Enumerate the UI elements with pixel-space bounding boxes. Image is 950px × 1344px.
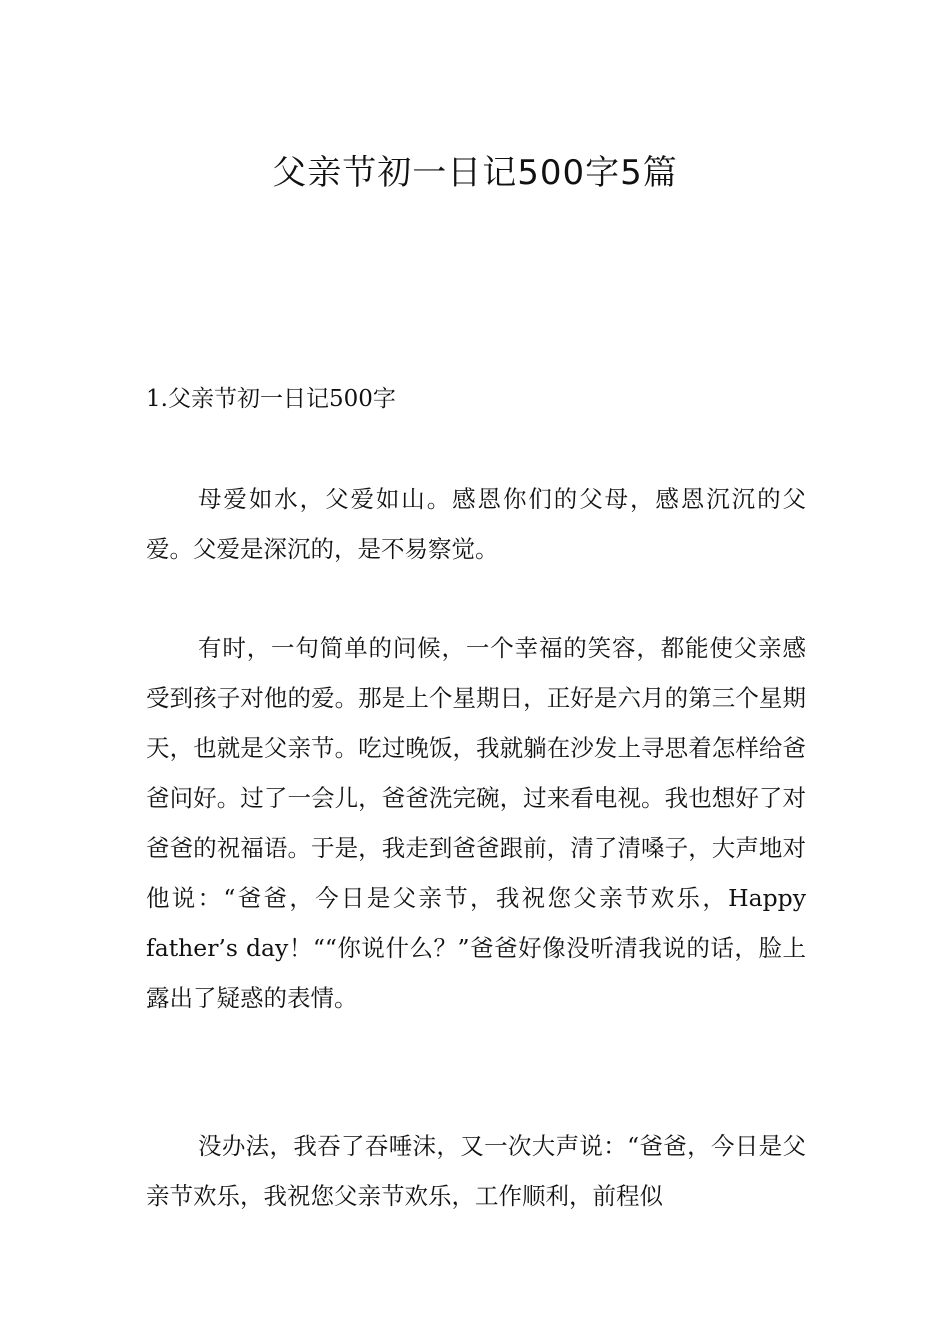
- section-heading: 1.父亲节初一日记500字: [146, 386, 396, 412]
- paragraph: 母爱如水，父爱如山。感恩你们的父母，感恩沉沉的父爱。父爱是深沉的，是不易察觉。: [146, 485, 806, 563]
- document-title: 父亲节初一日记500字5篇: [272, 152, 678, 193]
- paragraph: 没办法，我吞了吞唾沫，又一次大声说：“爸爸，今日是父亲节欢乐，我祝您父亲节欢乐，工作顺利，前程似: [146, 1132, 806, 1210]
- paragraph: 有时，一句简单的问候，一个幸福的笑容，都能使父亲感受到孩子对他的爱。那是上个星期日，正好是六月的第三个星期天，也就是父亲节。吃过晚饭，我就躺在沙发上寻思着怎样给爸爸问好。过了一会儿，爸爸洗完碗，过来看电视。我也想好了对爸爸的祝福语。于是，我走到爸爸跟前，清了清嗓子，大声地对他说：“爸爸，今日是父亲节，我祝您父亲节欢乐，Happy father’s day！““你说什么？”爸爸好像没听清我说的话，脸上露出了疑惑的表情。: [146, 634, 806, 1012]
